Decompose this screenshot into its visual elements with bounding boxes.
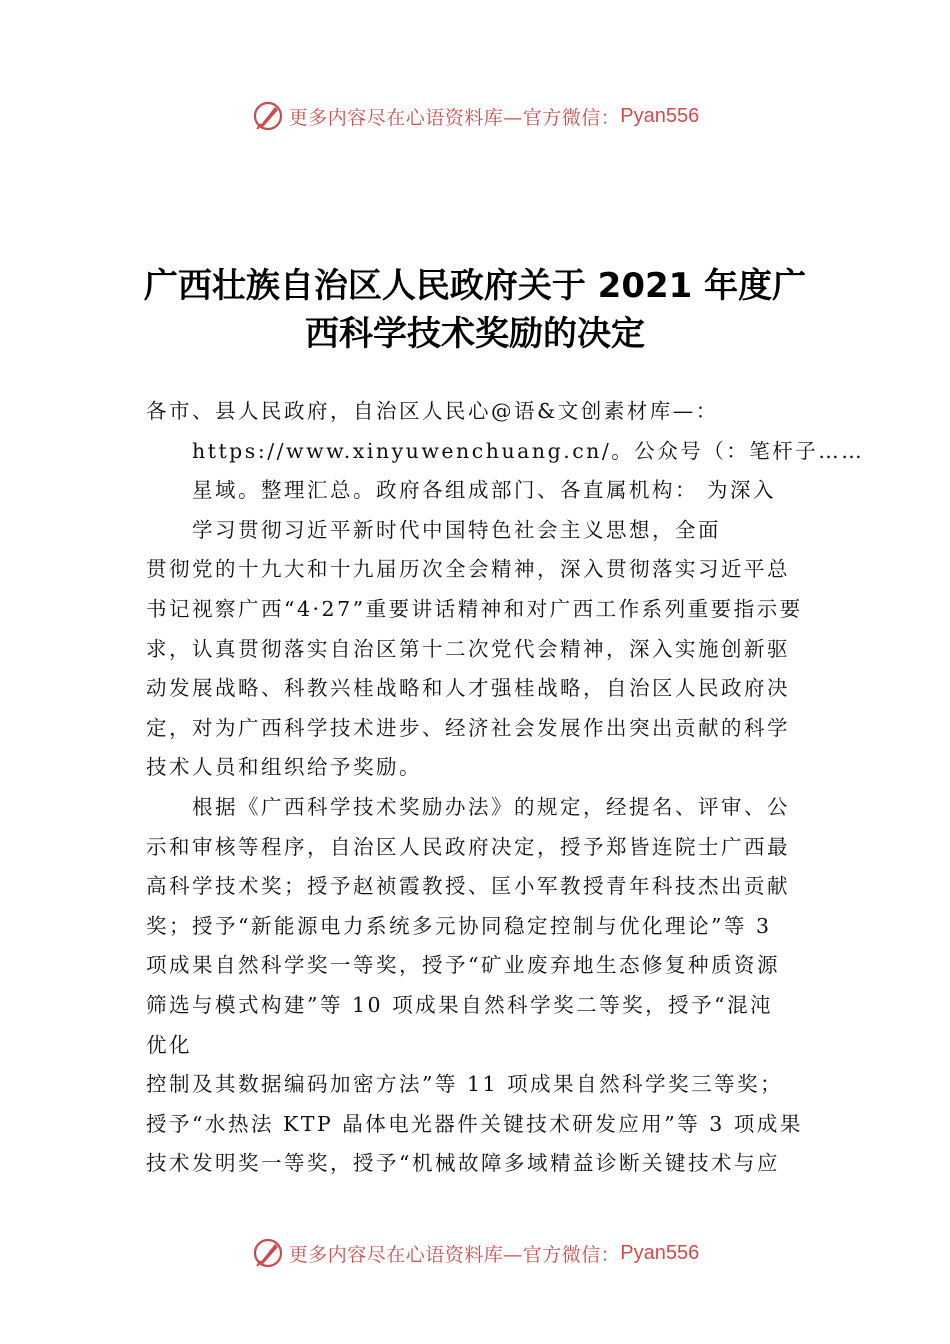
body-line: 各市、县人民政府，自治区人民心@语&文创素材库—： — [146, 399, 719, 423]
footer-watermark-banner — [0, 1233, 950, 1273]
body-line: 求，认真贯彻落实自治区第十二次党代会精神，深入实施创新驱 — [146, 636, 790, 661]
body-line: 星域。整理汇总。政府各组成部门、各直属机构： 为深入 — [192, 478, 777, 503]
body-line: 控制及其数据编码加密方法”等 11 项成果自然科学奖三等奖； — [146, 1072, 784, 1097]
body-line: 书记视察广西“4·27”重要讲话精神和对广西工作系列重要指示要 — [146, 596, 803, 621]
title-line-1: 广西壮族自治区人民政府关于 2021 年度广 — [143, 266, 807, 306]
quill-logo-icon — [251, 99, 285, 133]
body-line: 学习贯彻习近平新时代中国特色社会主义思想，全面 — [192, 517, 721, 542]
header-watermark-banner — [0, 96, 950, 136]
body-line: https://www.xinyuwenchuang.cn/。公众号（：笔杆子…… — [192, 438, 865, 463]
document-body — [146, 392, 865, 1184]
body-line: 高科学技术奖；授予赵祯霞教授、匡小军教授青年科技杰出贡献 — [146, 874, 790, 899]
body-line: 贯彻党的十九大和十九届历次全会精神，深入贯彻落实习近平总 — [146, 557, 790, 582]
banner-wechat-id: Pyan556 — [620, 104, 700, 127]
body-line: 示和审核等程序，自治区人民政府决定，授予郑皆连院士广西最 — [146, 834, 790, 859]
body-line: 根据《广西科学技术奖励办法》的规定，经提名、评审、公 — [192, 794, 790, 819]
body-line: 动发展战略、科教兴桂战略和人才强桂战略，自治区人民政府决 — [146, 676, 790, 701]
banner-wechat-id: Pyan556 — [620, 1241, 700, 1264]
body-line: 授予“水热法 KTP 晶体电光器件关键技术研发应用”等 3 项成果 — [146, 1111, 803, 1136]
body-line: 优化 — [146, 1032, 192, 1057]
banner-wechat-label: 官方微信： — [522, 1243, 621, 1266]
banner-wechat-label: 官方微信： — [522, 106, 621, 129]
body-line: 技术人员和组织给予奖励。 — [146, 755, 422, 780]
document-title — [0, 262, 950, 358]
quill-logo-icon — [251, 1236, 285, 1270]
body-line: 筛选与模式构建”等 10 项成果自然科学奖二等奖，授予“混沌 — [146, 992, 774, 1017]
body-line: 技术发明奖一等奖，授予“机械故障多域精益诊断关键技术与应 — [146, 1151, 780, 1176]
body-line: 项成果自然科学奖一等奖，授予“矿业废弃地生态修复种质资源 — [146, 953, 780, 978]
body-line: 奖；授予“新能源电力系统多元协同稳定控制与优化理论”等 3 — [146, 913, 772, 938]
body-line: 定，对为广西科学技术进步、经济社会发展作出突出贡献的科学 — [146, 715, 790, 740]
title-line-2: 西科学技术奖励的决定 — [305, 314, 645, 354]
banner-text: 更多内容尽在心语资料库— — [288, 1243, 523, 1266]
banner-text: 更多内容尽在心语资料库— — [288, 106, 523, 129]
